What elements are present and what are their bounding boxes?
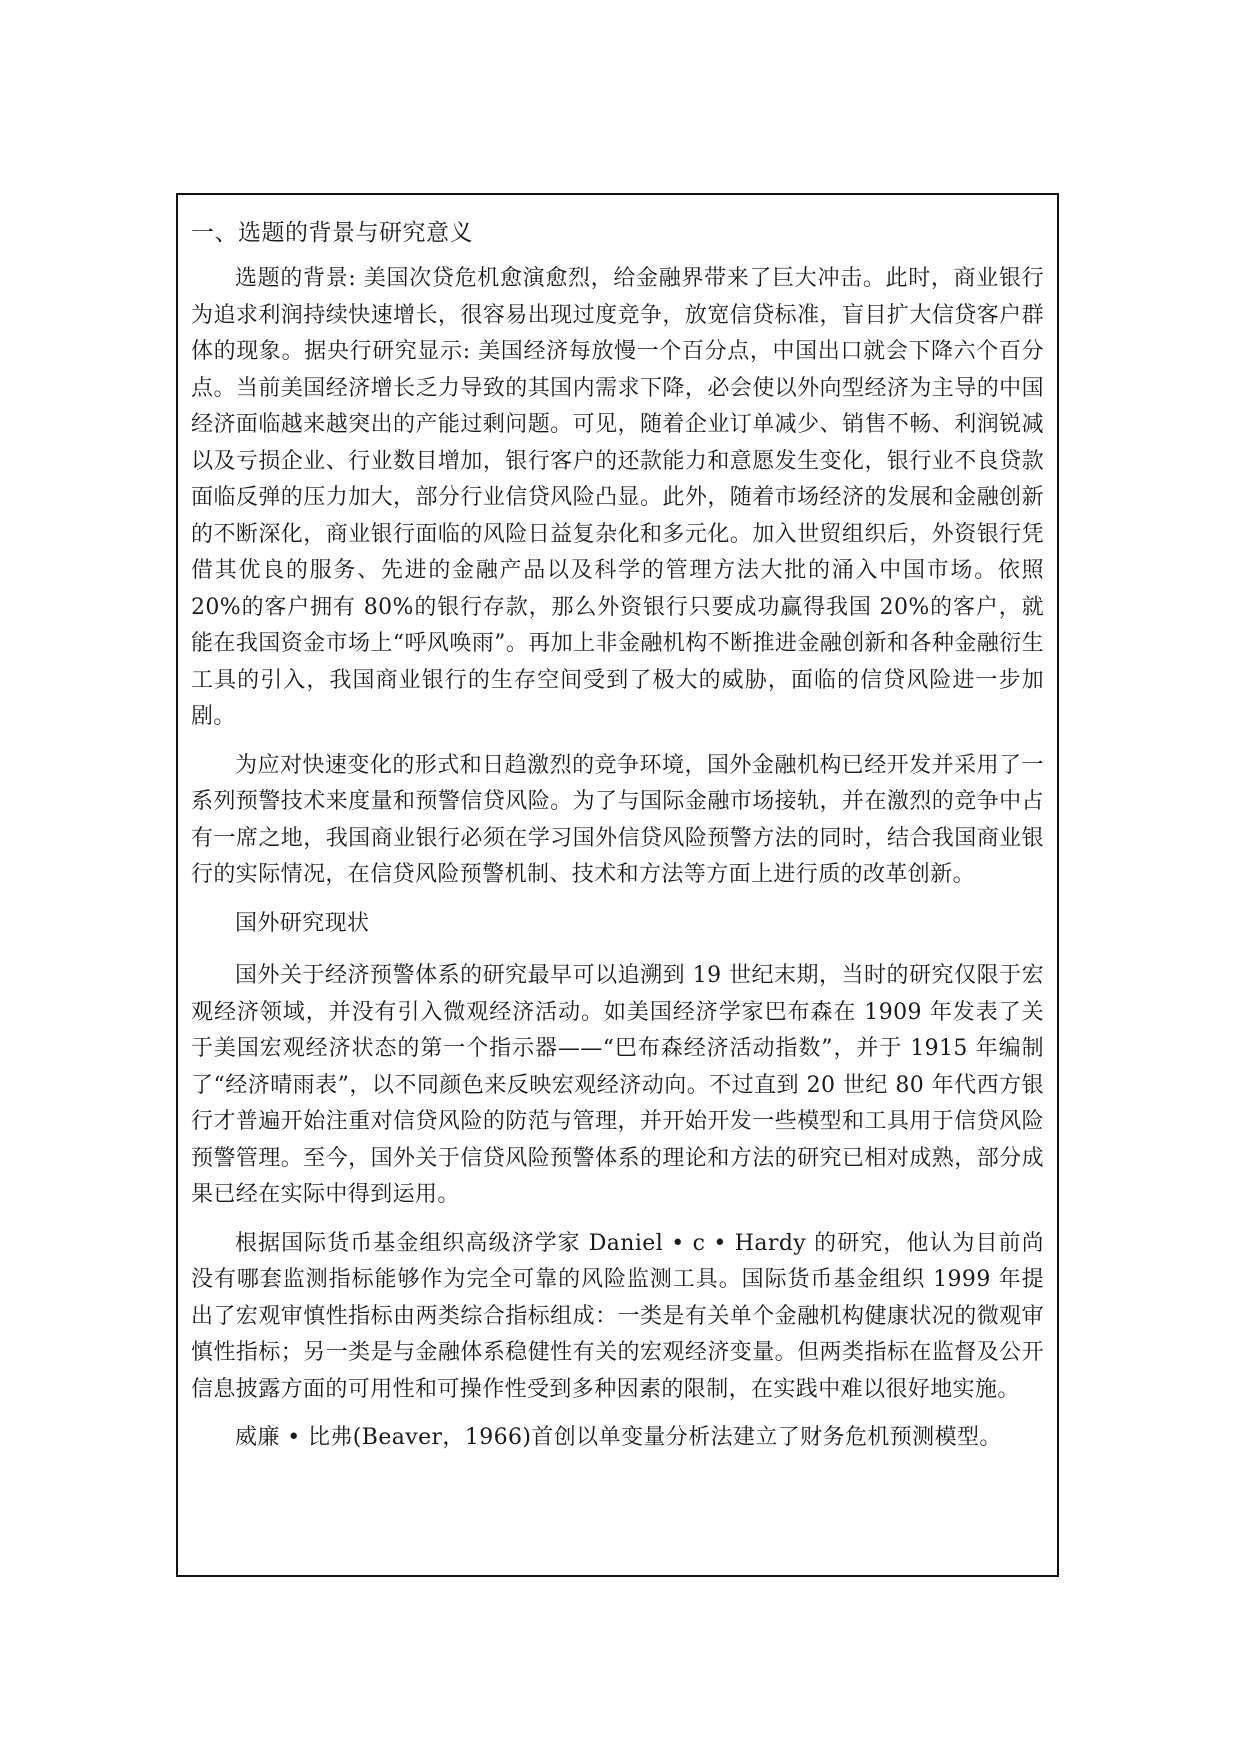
- background-paragraph: 选题的背景: 美国次贷危机愈演愈烈，给金融界带来了巨大冲击。此时，商业银行为追求利润持续快速增长，很容易出现过度竞争，放宽信贷标准，盲目扩大信贷客户群体的现象。据央行研究显示: 美国经济每放慢一个百分点，中国出口就会下降六个百分点。当前美国经济增长乏力导致的其国内需求下降，必会使以外向型经济为主导的中国经济面临越来越突出的产能过剩问题。可见，随着企业订单减少、销售不畅、利润锐减以及亏损企业、行业数目增加，银行客户的还款能力和意愿发生变化，银行业不良贷款面临反弹的压力加大，部分行业信贷风险凸显。此外，随着市场经济的发展和金融创新的不断深化，商业银行面临的风险日益复杂化和多元化。加入世贸组织后，外资银行凭借其优良的服务、先进的金融产品以及科学的管理方法大批的涌入中国市场。依照 20%的客户拥有 80%的银行存款，那么外资银行只要成功赢得我国 20%的客户，就能在我国资金市场上“呼风唤雨”。再加上非金融机构不断推进金融创新和各种金融衍生工具的引入，我国商业银行的生存空间受到了极大的威胁，面临的信贷风险进一步加剧。: [191, 266, 1044, 729]
- beaver-paragraph: 威廉 • 比弗(Beaver，1966)首创以单变量分析法建立了财务危机预测模型。: [235, 1425, 1002, 1450]
- content-frame: [176, 193, 1059, 1577]
- response-paragraph: 为应对快速变化的形式和日趋激烈的竞争环境，国外金融机构已经开发并采用了一系列预警技术来度量和预警信贷风险。为了与国际金融市场接轨，并在激烈的竞争中占有一席之地，我国商业银行必须在学习国外信贷风险预警方法的同时，结合我国商业银行的实际情况，在信贷风险预警机制、技术和方法等方面上进行质的改革创新。: [191, 752, 1044, 887]
- imf-research-paragraph: 根据国际货币基金组织高级济学家 Daniel • c • Hardy 的研究，他认为目前尚没有哪套监测指标能够作为完全可靠的风险监测工具。国际货币基金组织 1999 年提出了宏观审慎性指标由两类综合指标组成：一类是有关单个金融机构健康状况的微观审慎性指标；另一类是与金融体系稳健性有关的宏观经济变量。但两类指标在监督及公开信息披露方面的可用性和可操作性受到多种因素的限制，在实践中难以很好地实施。: [191, 1230, 1044, 1402]
- section-heading: 一、选题的背景与研究意义: [191, 220, 473, 246]
- subheading-foreign-research: 国外研究现状: [235, 910, 370, 936]
- foreign-research-paragraph: 国外关于经济预警体系的研究最早可以追溯到 19 世纪末期，当时的研究仅限于宏观经济领域，并没有引入微观经济活动。如美国经济学家巴布森在 1909 年发表了关于美国宏观经济状态的第一个指示器——“巴布森经济活动指数”，并于 1915 年编制了“经济晴雨表”，以不同颜色来反映宏观经济动向。不过直到 20 世纪 80 年代西方银行才普遍开始注重对信贷风险的防范与管理，并开始开发一些模型和工具用于信贷风险预警管理。至今，国外关于信贷风险预警体系的理论和方法的研究已相对成熟，部分成果已经在实际中得到运用。: [191, 963, 1044, 1207]
